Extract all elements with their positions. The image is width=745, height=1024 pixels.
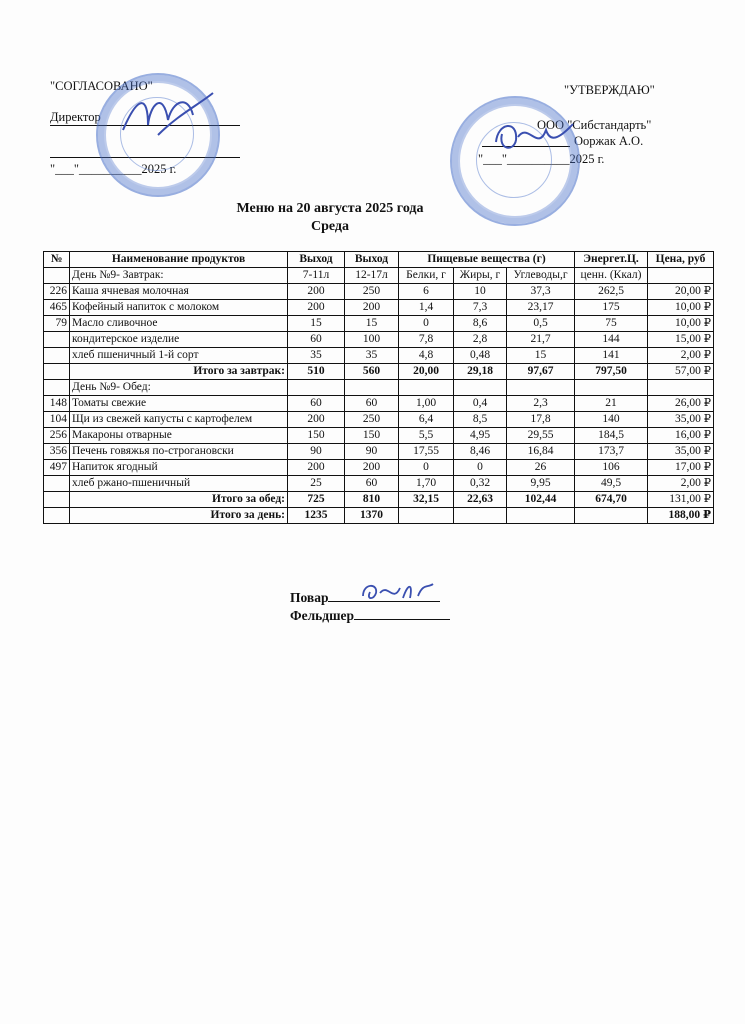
empty-cell [454,508,507,524]
table-row [44,428,714,444]
total-output-7-11: 725 [288,492,345,508]
lunch-section-row [44,380,714,396]
item-output-12-17: 100 [345,332,399,348]
item-number: 256 [44,428,70,444]
item-number: 356 [44,444,70,460]
menu-title: Меню на 20 августа 2025 года [236,201,424,216]
item-carbs: 26 [507,460,575,476]
item-output-7-11: 60 [288,332,345,348]
item-fat: 0,4 [454,396,507,412]
item-output-12-17: 200 [345,300,399,316]
empty-cell [44,508,70,524]
medic-label: Фельдшер [290,608,355,623]
empty-cell [454,380,507,396]
day-total-output-12-17: 1370 [345,508,399,524]
item-output-7-11: 200 [288,300,345,316]
total-output-12-17: 810 [345,492,399,508]
item-price: 16,00 ₽ [648,428,714,444]
header-nutrients: Пищевые вещества (г) [399,252,575,268]
item-name: Напиток ягодный [70,460,288,476]
empty-cell [575,380,648,396]
approval-left-role: Директор [50,110,240,126]
item-output-12-17: 90 [345,444,399,460]
item-price: 20,00 ₽ [648,284,714,300]
menu-table [43,251,714,524]
item-name: Томаты свежие [70,396,288,412]
item-output-12-17: 60 [345,396,399,412]
header-out2: Выход [345,252,399,268]
empty-cell [399,508,454,524]
item-energy: 144 [575,332,648,348]
item-number: 465 [44,300,70,316]
item-fat: 10 [454,284,507,300]
item-output-12-17: 60 [345,476,399,492]
item-output-7-11: 60 [288,396,345,412]
table-row [44,348,714,364]
item-fat: 4,95 [454,428,507,444]
empty-cell [399,380,454,396]
total-energy: 674,70 [575,492,648,508]
item-energy: 141 [575,348,648,364]
item-energy: 173,7 [575,444,648,460]
total-output-12-17: 560 [345,364,399,380]
total-energy: 797,50 [575,364,648,380]
item-carbs: 2,3 [507,396,575,412]
item-carbs: 23,17 [507,300,575,316]
item-carbs: 15 [507,348,575,364]
item-number: 79 [44,316,70,332]
item-price: 35,00 ₽ [648,444,714,460]
breakfast-section-label: День №9- Завтрак: [70,268,288,284]
table-row [44,316,714,332]
item-price: 10,00 ₽ [648,300,714,316]
item-fat: 2,8 [454,332,507,348]
total-price: 131,00 ₽ [648,492,714,508]
item-output-12-17: 200 [345,460,399,476]
table-row [44,412,714,428]
table-row [44,332,714,348]
item-protein: 1,70 [399,476,454,492]
item-name: Макароны отварные [70,428,288,444]
item-price: 17,00 ₽ [648,460,714,476]
empty-cell [648,268,714,284]
subheader-carbs: Углеводы,г [507,268,575,284]
header-energy: Энергет.Ц. [575,252,648,268]
item-carbs: 29,55 [507,428,575,444]
item-fat: 8,46 [454,444,507,460]
item-energy: 21 [575,396,648,412]
item-number [44,348,70,364]
item-carbs: 17,8 [507,412,575,428]
item-name: кондитерское изделие [70,332,288,348]
item-name: Кофейный напиток с молоком [70,300,288,316]
item-protein: 17,55 [399,444,454,460]
item-price: 26,00 ₽ [648,396,714,412]
approval-right-org: ООО "Сибстандарть" [537,118,652,132]
subheader-fat: Жиры, г [454,268,507,284]
item-energy: 184,5 [575,428,648,444]
item-energy: 140 [575,412,648,428]
item-name: Каша ячневая молочная [70,284,288,300]
cook-signature [358,578,438,608]
item-energy: 262,5 [575,284,648,300]
empty-cell [44,268,70,284]
item-carbs: 0,5 [507,316,575,332]
empty-cell [507,508,575,524]
header-num: № [44,252,70,268]
table-row [44,460,714,476]
table-row [44,396,714,412]
total-protein: 32,15 [399,492,454,508]
item-number: 148 [44,396,70,412]
approval-right-name: Ооржак А.О. [574,134,644,148]
item-carbs: 37,3 [507,284,575,300]
table-row [44,300,714,316]
day-total-price: 188,00 ₽ [648,508,714,524]
subheader-age1: 7-11л [288,268,345,284]
empty-cell [575,508,648,524]
total-fat: 29,18 [454,364,507,380]
item-output-7-11: 15 [288,316,345,332]
total-fat: 22,63 [454,492,507,508]
header-out1: Выход [288,252,345,268]
empty-cell [44,364,70,380]
total-price: 57,00 ₽ [648,364,714,380]
item-protein: 6,4 [399,412,454,428]
item-fat: 0 [454,460,507,476]
item-output-7-11: 200 [288,412,345,428]
director-signature [118,85,218,145]
item-protein: 0 [399,460,454,476]
item-name: Щи из свежей капусты с картофелем [70,412,288,428]
item-output-7-11: 150 [288,428,345,444]
table-row [44,444,714,460]
empty-cell [288,380,345,396]
total-protein: 20,00 [399,364,454,380]
item-output-12-17: 15 [345,316,399,332]
menu-day: Среда [310,219,349,234]
item-energy: 49,5 [575,476,648,492]
item-output-7-11: 200 [288,284,345,300]
item-number [44,332,70,348]
item-name: хлеб пшеничный 1-й сорт [70,348,288,364]
item-name: Масло сливочное [70,316,288,332]
empty-cell [648,380,714,396]
total-output-7-11: 510 [288,364,345,380]
item-number [44,476,70,492]
item-output-12-17: 250 [345,284,399,300]
total-label: Итого за завтрак: [70,364,288,380]
item-energy: 75 [575,316,648,332]
item-protein: 1,00 [399,396,454,412]
item-price: 10,00 ₽ [648,316,714,332]
item-carbs: 9,95 [507,476,575,492]
item-fat: 0,32 [454,476,507,492]
approval-right-date: "___"__________2025 г. [478,152,605,166]
item-protein: 4,8 [399,348,454,364]
table-header-row [44,252,714,268]
item-protein: 6 [399,284,454,300]
item-price: 35,00 ₽ [648,412,714,428]
item-output-7-11: 25 [288,476,345,492]
day-total-label: Итого за день: [70,508,288,524]
item-number: 226 [44,284,70,300]
item-protein: 0 [399,316,454,332]
item-output-12-17: 150 [345,428,399,444]
item-output-7-11: 90 [288,444,345,460]
approval-left-date: "___"__________2025 г. [50,162,177,176]
cook-label: Повар [290,590,329,605]
item-energy: 175 [575,300,648,316]
header-name: Наименование продуктов [70,252,288,268]
item-price: 15,00 ₽ [648,332,714,348]
header-price: Цена, руб [648,252,714,268]
subheader-energy: ценн. (Ккал) [575,268,648,284]
item-number: 497 [44,460,70,476]
approval-left-label: "СОГЛАСОВАНО" [50,79,153,93]
item-fat: 7,3 [454,300,507,316]
table-subheader-row [44,268,714,284]
item-carbs: 21,7 [507,332,575,348]
item-output-12-17: 35 [345,348,399,364]
total-carbs: 102,44 [507,492,575,508]
item-price: 2,00 ₽ [648,348,714,364]
lunch-section-label: День №9- Обед: [70,380,288,396]
subheader-protein: Белки, г [399,268,454,284]
subheader-age2: 12-17л [345,268,399,284]
item-output-7-11: 35 [288,348,345,364]
item-output-12-17: 250 [345,412,399,428]
medic-signature-line [290,608,450,624]
item-output-7-11: 200 [288,460,345,476]
item-protein: 5,5 [399,428,454,444]
breakfast-total-row [44,364,714,380]
item-carbs: 16,84 [507,444,575,460]
table-row [44,284,714,300]
table-row [44,476,714,492]
item-number: 104 [44,412,70,428]
empty-cell [44,380,70,396]
item-energy: 106 [575,460,648,476]
item-name: Печень говяжья по-строгановски [70,444,288,460]
total-label: Итого за обед: [70,492,288,508]
item-protein: 7,8 [399,332,454,348]
item-fat: 0,48 [454,348,507,364]
empty-cell [507,380,575,396]
lunch-total-row [44,492,714,508]
approver-signature [488,112,578,162]
total-carbs: 97,67 [507,364,575,380]
empty-cell [345,380,399,396]
day-total-output-7-11: 1235 [288,508,345,524]
item-fat: 8,6 [454,316,507,332]
item-price: 2,00 ₽ [648,476,714,492]
empty-cell [44,492,70,508]
item-fat: 8,5 [454,412,507,428]
day-total-row [44,508,714,524]
item-name: хлеб ржано-пшеничный [70,476,288,492]
approval-right-label: "УТВЕРЖДАЮ" [564,83,655,97]
item-protein: 1,4 [399,300,454,316]
